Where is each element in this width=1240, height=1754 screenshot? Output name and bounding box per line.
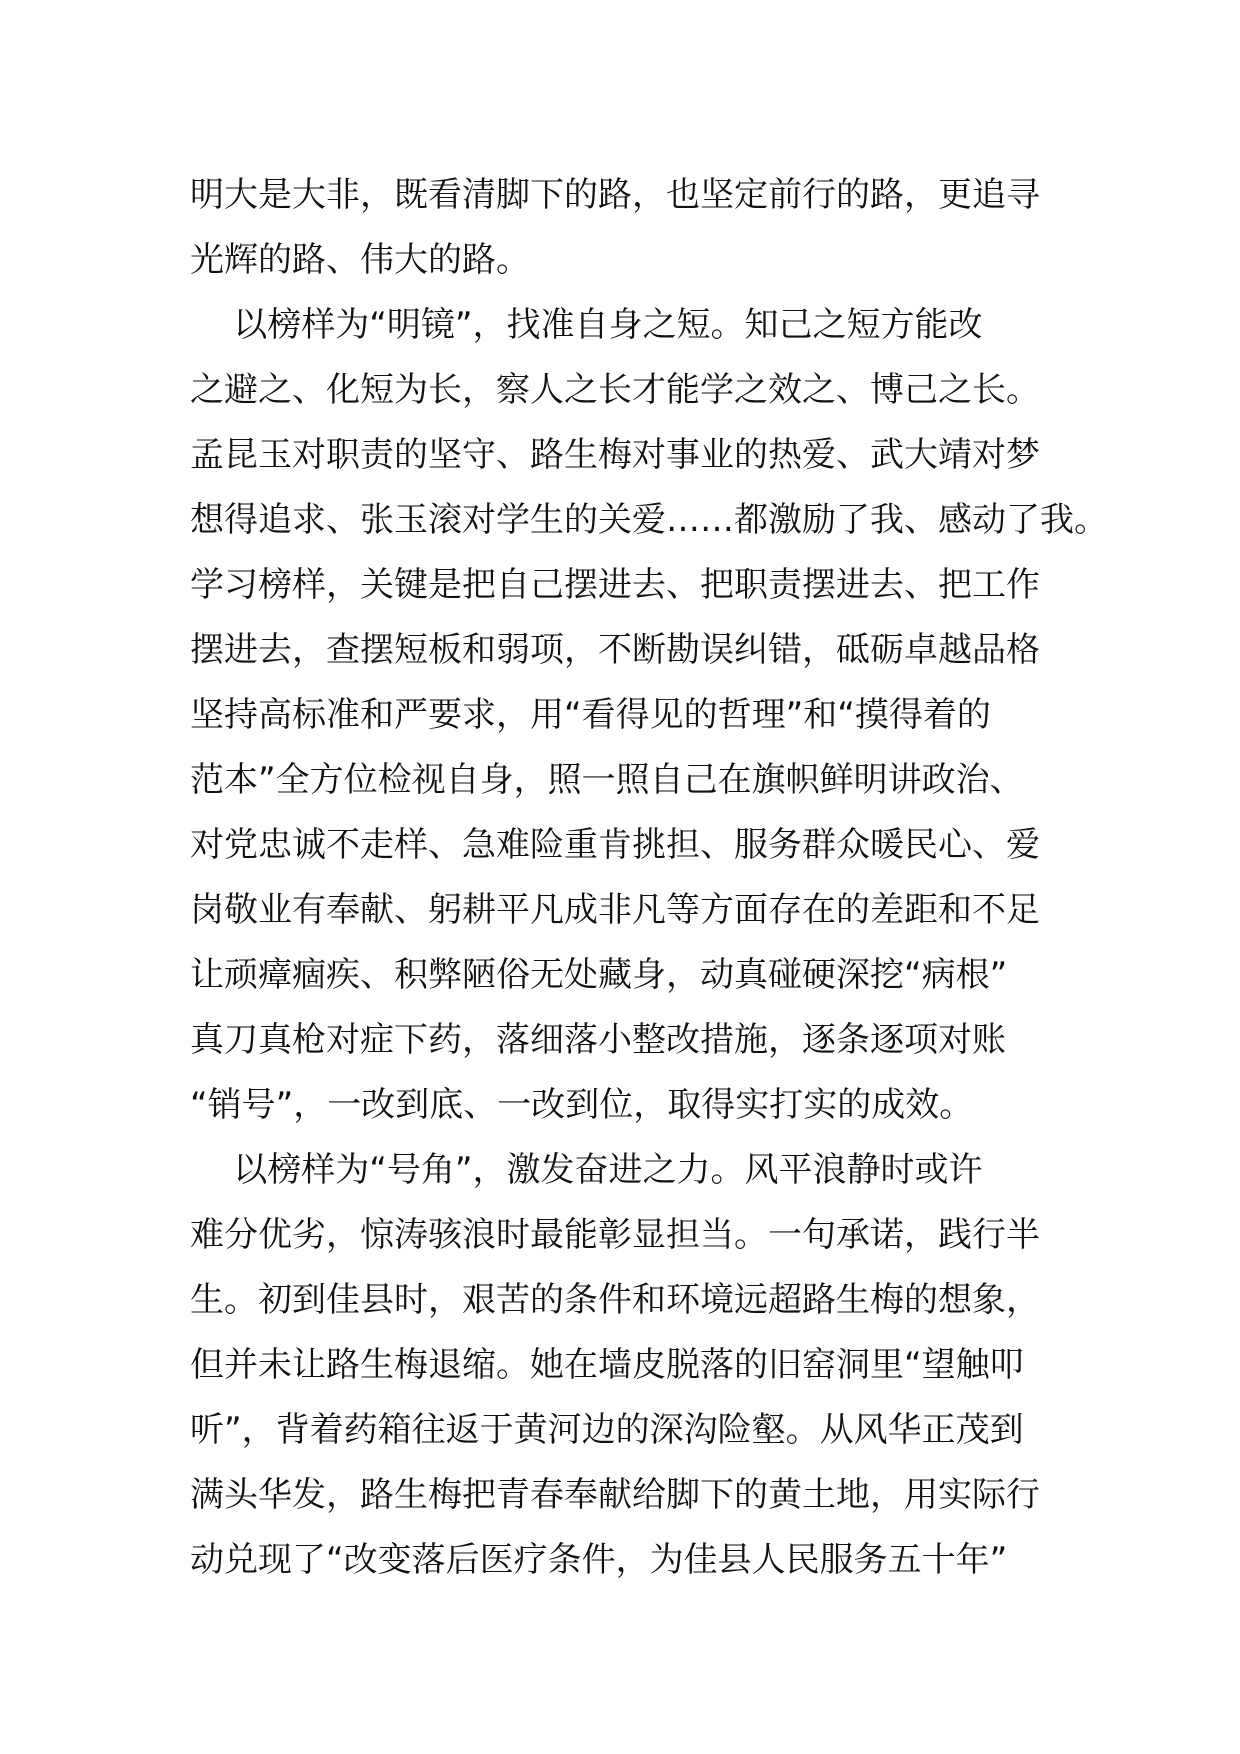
text-line: 之避之、化短为长，察人之长才能学之效之、博己之长。	[190, 370, 1040, 410]
text-line: 动兑现了“改变落后医疗条件，为佳县人民服务五十年”	[190, 1540, 1008, 1580]
text-line: 摆进去，查摆短板和弱项，不断勘误纠错，砥砺卓越品格	[190, 630, 1040, 670]
paragraph-start-line: 以榜样为“明镜”，找准自身之短。知己之短方能改	[190, 305, 983, 345]
text-line: 岗敬业有奉献、躬耕平凡成非凡等方面存在的差距和不足	[190, 890, 1040, 930]
text-line: 坚持高标准和严要求，用“看得见的哲理”和“摸得着的	[190, 695, 991, 735]
text-line: 但并未让路生梅退缩。她在墙皮脱落的旧窑洞里“望触叩	[190, 1345, 1024, 1385]
text-line: 听”，背着药箱往返于黄河边的深沟险壑。从风华正茂到	[190, 1410, 1024, 1450]
text-line: 对党忠诚不走样、急难险重肯挑担、服务群众暖民心、爱	[190, 825, 1040, 865]
body-text	[190, 163, 1108, 1593]
text-line: 明大是大非，既看清脚下的路，也坚定前行的路，更追寻	[190, 175, 1040, 215]
text-line: 想得追求、张玉滚对学生的关爱……都激励了我、感动了我。	[190, 500, 1108, 540]
text-line: 难分优劣，惊涛骇浪时最能彰显担当。一句承诺，践行半	[190, 1215, 1040, 1255]
text-line: 让顽瘴痼疾、积弊陋俗无处藏身，动真碰硬深挖“病根”	[190, 955, 1008, 995]
text-line: 学习榜样，关键是把自己摆进去、把职责摆进去、把工作	[190, 565, 1040, 605]
paragraph-start-line: 以榜样为“号角”，激发奋进之力。风平浪静时或许	[190, 1150, 983, 1190]
text-line: 范本”全方位检视自身，照一照自己在旗帜鲜明讲政治、	[190, 760, 1024, 800]
text-line: 满头华发，路生梅把青春奉献给脚下的黄土地，用实际行	[190, 1475, 1040, 1515]
text-line: 生。初到佳县时，艰苦的条件和环境远超路生梅的想象，	[190, 1280, 1040, 1320]
text-line: “销号”，一改到底、一改到位，取得实打实的成效。	[190, 1085, 974, 1125]
text-line: 孟昆玉对职责的坚守、路生梅对事业的热爱、武大靖对梦	[190, 435, 1040, 475]
text-line: 真刀真枪对症下药，落细落小整改措施，逐条逐项对账	[190, 1020, 1006, 1060]
text-line: 光辉的路、伟大的路。	[190, 240, 530, 280]
